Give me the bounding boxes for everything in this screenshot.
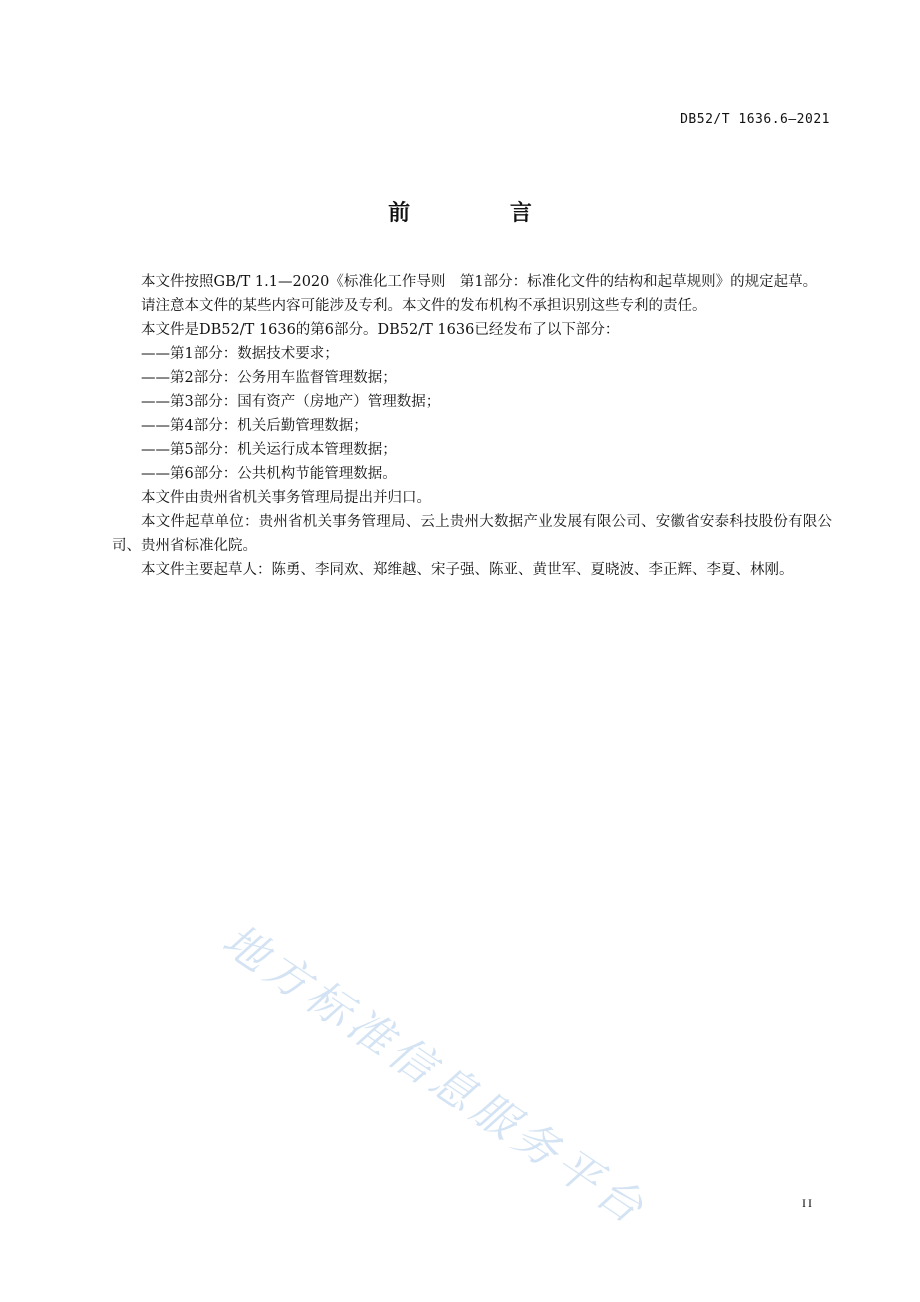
watermark-text: 地方标准信息服务平台 [213,914,657,1237]
page-number: II [802,1196,814,1210]
paragraph-drafters: 本文件主要起草人：陈勇、李同欢、郑维越、宋子强、陈亚、黄世军、夏晓波、李正辉、李夏、林刚。 [141,562,794,578]
paragraph-patent-notice: 请注意本文件的某些内容可能涉及专利。本文件的发布机构不承担识别这些专利的责任。 [141,298,707,314]
foreword-body [112,270,832,582]
list-item-part-2: ——第2部分：公务用车监督管理数据； [141,370,397,386]
paragraph-proposer: 本文件由贵州省机关事务管理局提出并归口。 [141,490,431,506]
page-title: 前 言 [388,201,578,226]
list-item-part-5: ——第5部分：机关运行成本管理数据； [141,442,397,458]
list-item-part-6: ——第6部分：公共机构节能管理数据。 [141,466,397,482]
paragraph-drafting-basis: 本文件按照GB/T 1.1—2020《标准化工作导则 第1部分：标准化文件的结构和起草规则》的规定起草。 [141,274,818,290]
document-code: DB52/T 1636.6—2021 [680,112,830,127]
paragraph-drafting-units: 本文件起草单位：贵州省机关事务管理局、云上贵州大数据产业发展有限公司、安徽省安泰科技股份有限公司、贵州省标准化院。 [112,514,832,554]
paragraph-parts-intro: 本文件是DB52/T 1636的第6部分。DB52/T 1636已经发布了以下部分： [141,322,620,338]
list-item-part-3: ——第3部分：国有资产（房地产）管理数据； [141,394,441,410]
list-item-part-4: ——第4部分：机关后勤管理数据； [141,418,368,434]
list-item-part-1: ——第1部分：数据技术要求； [141,346,339,362]
